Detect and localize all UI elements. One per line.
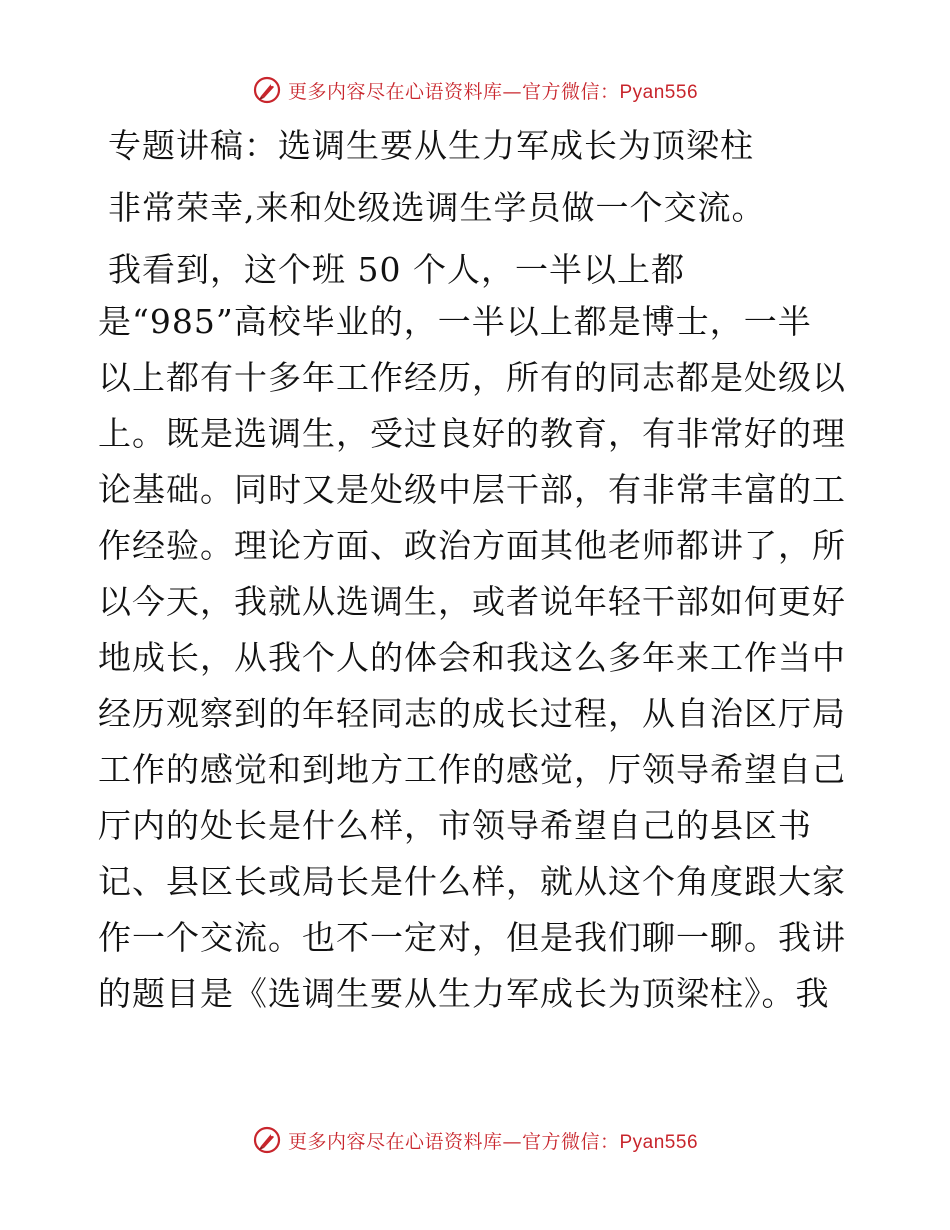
pen-logo-icon bbox=[252, 75, 282, 105]
paragraph-line: 论基础。同时又是处级中层干部，有非常丰富的工 bbox=[98, 470, 846, 509]
watermark-separator: — bbox=[502, 1130, 522, 1153]
pen-logo-icon bbox=[252, 1125, 282, 1155]
document-body bbox=[98, 120, 858, 1022]
watermark-text bbox=[288, 77, 698, 104]
watermark-site: 更多内容尽在心语资料库 bbox=[287, 80, 503, 103]
paragraph-line: 上。既是选调生，受过良好的教育，有非常好的理 bbox=[98, 414, 846, 453]
paragraph-line: 厅内的处长是什么样，市领导希望自己的县区书 bbox=[98, 806, 812, 845]
footer-watermark bbox=[0, 1120, 950, 1160]
paragraph-line: 作一个交流。也不一定对，但是我们聊一聊。我讲 bbox=[98, 918, 846, 957]
paragraph-line: 经历观察到的年轻同志的成长过程，从自治区厅局 bbox=[98, 694, 846, 733]
watermark-handle: Pyan556 bbox=[619, 1131, 699, 1153]
paragraph-line: 的题目是《选调生要从生力军成长为顶梁柱》。我 bbox=[98, 974, 830, 1013]
paragraph-line: 以今天，我就从选调生，或者说年轻干部如何更好 bbox=[98, 582, 846, 621]
watermark-official: 官方微信： bbox=[521, 1130, 620, 1153]
header-watermark bbox=[0, 70, 950, 110]
paragraph-line: 工作的感觉和到地方工作的感觉，厅领导希望自己 bbox=[98, 750, 846, 789]
paragraph-line: 地成长，从我个人的体会和我这么多年来工作当中 bbox=[98, 638, 846, 677]
paragraph-line: 我看到，这个班 50 个人，一半以上都 bbox=[108, 250, 685, 289]
document-title: 专题讲稿：选调生要从生力军成长为顶梁柱 bbox=[108, 126, 754, 165]
watermark-official: 官方微信： bbox=[521, 80, 620, 103]
paragraph-line: 是“985”高校毕业的，一半以上都是博士，一半 bbox=[98, 302, 812, 341]
watermark-text bbox=[288, 1127, 698, 1154]
paragraph-line: 记、县区长或局长是什么样，就从这个角度跟大家 bbox=[98, 862, 846, 901]
paragraph-line: 非常荣幸,来和处级选调生学员做一个交流。 bbox=[108, 188, 766, 227]
watermark-separator: — bbox=[502, 80, 522, 103]
paragraph-line: 以上都有十多年工作经历，所有的同志都是处级以 bbox=[98, 358, 846, 397]
watermark-handle: Pyan556 bbox=[619, 81, 699, 103]
paragraph-line: 作经验。理论方面、政治方面其他老师都讲了，所 bbox=[98, 526, 846, 565]
watermark-site: 更多内容尽在心语资料库 bbox=[287, 1130, 503, 1153]
